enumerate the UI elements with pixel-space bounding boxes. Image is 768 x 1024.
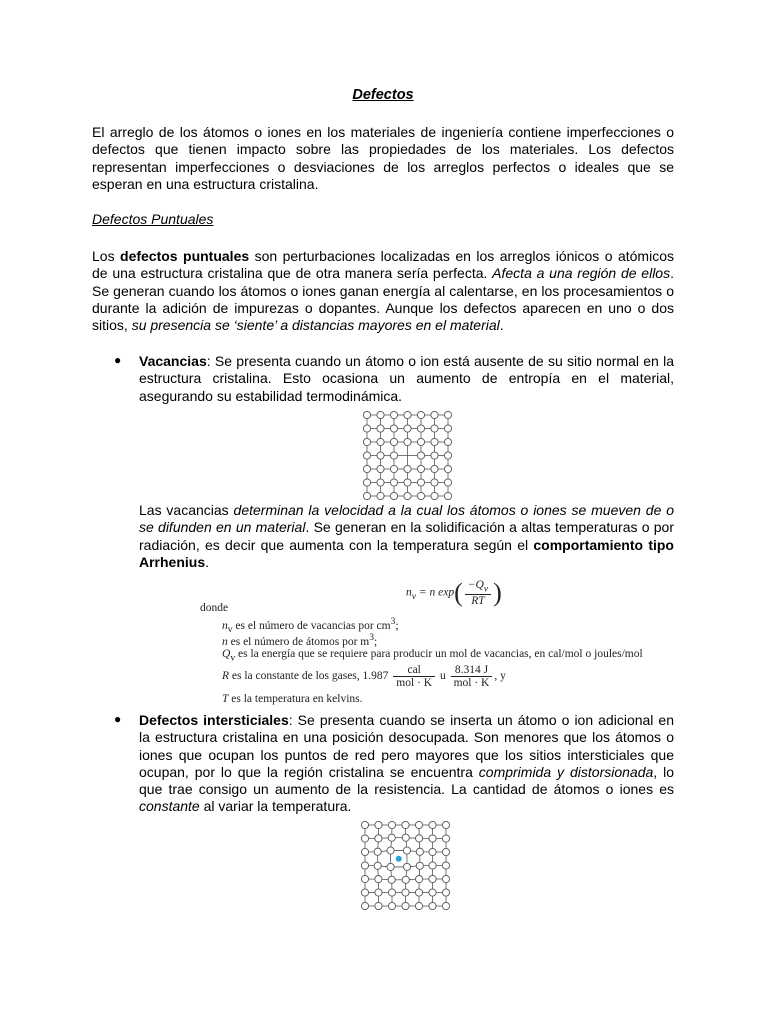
paren-left-icon: (: [454, 578, 463, 607]
lattice-atom: [377, 425, 384, 432]
lattice-atom: [375, 875, 382, 882]
lattice-atom: [387, 863, 394, 870]
lattice-atom: [402, 902, 409, 909]
lattice-atom: [361, 875, 368, 882]
lattice-atom: [417, 411, 424, 418]
lattice-atom: [363, 479, 370, 486]
formula-def-n: n es el número de átomos por $m^3$;: [222, 632, 378, 648]
text-run: : Se presenta cuando se inserta un átomo o ion adicional en la estructura cristalina en una posición desocupada. Son menores que los átomos o iones que ocupan los puntos de red pero mayores que los sitios intersticiales que ocupan, por lo que la región cristalina se encuentra: [139, 712, 675, 780]
lattice-atom: [375, 889, 382, 896]
lattice-atom: [377, 452, 384, 459]
lattice-atom: [363, 492, 370, 499]
lattice-atom: [442, 889, 449, 896]
lattice-atom: [444, 479, 451, 486]
italic-run: su presencia se ‘siente’ a distancias mayores en el material: [131, 317, 500, 334]
lattice-atom: [402, 876, 409, 883]
text-run: , lo que trae consigo un aumento de la resistencia. La cantidad de átomos o iones es: [139, 763, 674, 798]
lattice-atom: [403, 847, 410, 854]
lattice-atom: [388, 821, 395, 828]
lattice-atom: [417, 492, 424, 499]
lattice-atom: [417, 438, 424, 445]
lattice-interstitial-icon: [360, 820, 456, 910]
lattice-atom: [416, 862, 423, 869]
page-title: Defectos: [352, 87, 414, 103]
lattice-atom: [416, 848, 423, 855]
bold-term: defectos puntuales: [120, 248, 250, 264]
lattice-atom: [431, 425, 438, 432]
text-run: Los: [92, 248, 121, 264]
lattice-atom: [377, 492, 384, 499]
lattice-atom: [404, 425, 411, 432]
lattice-atom: [417, 452, 424, 459]
interstitial-atom: [396, 856, 402, 862]
bullet-marker: ●: [114, 353, 122, 367]
intro-paragraph: El arreglo de los átomos o iones en los materiales de ingeniería contiene imperfecciones o defectos que tienen impacto sobre las propiedades de los materiales. Los defectos representan imperfecciones o desviaciones de los arreglos perfectos o ideales que se esperan en una estructura cristalina.: [92, 124, 674, 192]
lattice-atom: [377, 465, 384, 472]
text-run: Las vacancias: [139, 502, 234, 518]
lattice-atom: [429, 902, 436, 909]
lattice-atom: [442, 862, 449, 869]
lattice-atom: [390, 425, 397, 432]
lattice-atom: [429, 862, 436, 869]
text-run: .: [205, 553, 210, 570]
lattice-atom: [374, 848, 381, 855]
lattice-atom: [388, 876, 395, 883]
lattice-atom: [402, 889, 409, 896]
bullet-marker: ●: [114, 712, 122, 726]
text-run: : Se presenta cuando un átomo o ion está ausente de su sitio normal en la estructura cristalina. Esto ocasiona un aumento de entropía en el material, asegurando su estabilidad termodinámica.: [139, 353, 674, 404]
lattice-atom: [444, 438, 451, 445]
lattice-atom: [363, 425, 370, 432]
text-run: . Se generan en la solidificación a altas temperaturas o por radiación, es decir que aumenta con la temperatura según el: [139, 519, 675, 553]
lattice-atom: [431, 492, 438, 499]
lattice-atom: [444, 425, 451, 432]
lattice-atom: [363, 452, 370, 459]
lattice-atom: [444, 492, 451, 499]
lattice-vacancy-icon: [362, 410, 460, 500]
text-run: .: [499, 317, 504, 334]
lattice-atom: [390, 479, 397, 486]
lattice-atom: [415, 875, 422, 882]
lattice-atom: [444, 411, 451, 418]
lattice-atom: [429, 875, 436, 882]
formula-def-r: R es la constante de los gases, 1.987 $\frac{\text{cal}}{\text{mol · K}}$ u $\frac{8.314 J}{\text{mol · K}}$ , y: [222, 664, 506, 689]
italic-run: determinan la velocidad a la cual los átomos o iones se mueven de o se difunden en un material: [139, 502, 674, 536]
lattice-atom: [415, 821, 422, 828]
formula-equation: $n_v = n$ exp( $\frac{-Q_v}{RT}$ ): [406, 578, 502, 608]
lattice-atom: [402, 834, 409, 841]
lattice-atom: [442, 902, 449, 909]
italic-run: comprimida y distorsionada: [478, 763, 654, 780]
lattice-atom: [415, 902, 422, 909]
lattice-atom: [390, 452, 397, 459]
lattice-atom: [417, 425, 424, 432]
section-heading: Defectos Puntuales: [92, 211, 214, 227]
lattice-atom: [363, 438, 370, 445]
lattice-atom: [375, 821, 382, 828]
arrhenius-formula: [200, 578, 670, 708]
lattice-atom: [442, 821, 449, 828]
lattice-atom: [387, 847, 394, 854]
lattice-atom: [361, 889, 368, 896]
lattice-atom: [444, 452, 451, 459]
lattice-atom: [431, 411, 438, 418]
lattice-atom: [361, 835, 368, 842]
lattice-atom: [377, 438, 384, 445]
lattice-atom: [361, 902, 368, 909]
lattice-atom: [431, 479, 438, 486]
bold-term: Defectos intersticiales: [139, 712, 289, 728]
italic-run: Afecta a una región de ellos: [492, 265, 671, 282]
bold-term: comportamiento tipo Arrhenius: [139, 536, 674, 570]
lattice-atom: [375, 902, 382, 909]
lattice-atom: [390, 465, 397, 472]
lattice-atom: [429, 835, 436, 842]
lattice-atom: [442, 875, 449, 882]
lattice-atom: [442, 835, 449, 842]
lattice-atom: [415, 889, 422, 896]
lattice-atom: [361, 821, 368, 828]
interstitial-paragraph: [139, 712, 674, 816]
lattice-atom: [388, 834, 395, 841]
lattice-atom: [403, 863, 410, 870]
vacancies-paragraph: [139, 353, 674, 405]
lattice-atom: [375, 835, 382, 842]
lattice-atom: [390, 492, 397, 499]
lattice-atom: [404, 492, 411, 499]
text-run: . Se generan cuando los átomos o iones ganan energía al calentarse, en los procesamientos o durante la adición de impurezas o dopantes. Aunque los defectos aparecen en uno o dos sitios,: [92, 265, 674, 334]
lattice-atom: [444, 465, 451, 472]
lattice-atom: [377, 479, 384, 486]
bold-term: Vacancias: [139, 353, 207, 369]
formula-def-qv: $Q_v$ es la energía que se requiere para producir un mol de vacancias, en cal/mol o joules/mol: [222, 648, 643, 664]
lattice-atom: [363, 411, 370, 418]
lattice-atom: [429, 821, 436, 828]
lattice-atom: [404, 411, 411, 418]
lattice-atom: [390, 438, 397, 445]
lattice-atom: [388, 889, 395, 896]
lattice-atom: [361, 848, 368, 855]
formula-def-t: T es la temperatura en kelvins.: [222, 693, 363, 705]
lattice-atom: [431, 438, 438, 445]
lattice-atom: [377, 411, 384, 418]
vacancies-detail-paragraph: [139, 502, 674, 571]
lattice-atom: [431, 452, 438, 459]
lattice-atom: [442, 848, 449, 855]
lattice-atom: [429, 889, 436, 896]
lattice-atom: [363, 465, 370, 472]
text-run: son perturbaciones localizadas en los arreglos iónicos o atómicos de una estructura cristalina que de otra manera sería perfecta.: [92, 248, 674, 282]
lattice-atom: [417, 479, 424, 486]
italic-run: constante: [139, 798, 200, 815]
formula-def-nv: $n_v$ es el número de vacancias por $cm^3$;: [222, 616, 399, 636]
lattice-atom: [404, 438, 411, 445]
lattice-atom: [390, 411, 397, 418]
point-defects-paragraph: [92, 248, 674, 334]
lattice-atom: [415, 835, 422, 842]
lattice-atom: [404, 465, 411, 472]
lattice-atom: [402, 821, 409, 828]
text-run: al variar la temperatura.: [199, 798, 352, 815]
lattice-atom: [429, 848, 436, 855]
lattice-atom: [388, 902, 395, 909]
lattice-atom: [404, 479, 411, 486]
formula-donde: donde: [200, 602, 229, 614]
paren-right-icon: ): [493, 578, 502, 607]
lattice-atom: [374, 862, 381, 869]
lattice-atom: [431, 465, 438, 472]
lattice-atom: [417, 465, 424, 472]
lattice-atom: [361, 862, 368, 869]
